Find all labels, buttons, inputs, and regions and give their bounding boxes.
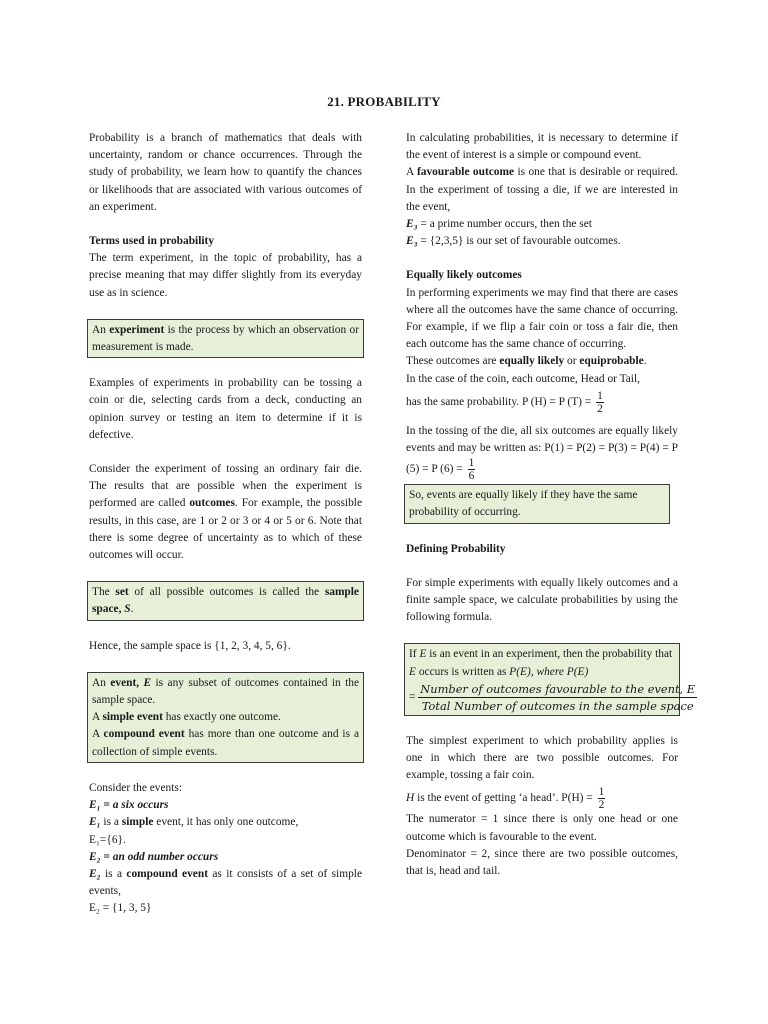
head-denominator: 2 (598, 799, 605, 812)
eq-terms-pre: These outcomes are (406, 355, 500, 368)
formula-e-symbol: E (419, 648, 427, 661)
left-column (89, 130, 362, 918)
sample-space-symbol: S (124, 603, 131, 616)
die-case (406, 423, 678, 482)
equally-likely-box-text: So, events are equally likely if they have the same probability of occurring. (409, 489, 638, 519)
e3-symbol: E₃ (406, 218, 418, 231)
sample-space-box (87, 581, 364, 620)
e2-set: E₂ = {1, 3, 5} (89, 902, 152, 915)
sample-space-term: sample space, (92, 586, 359, 616)
eq-terms-mid: or (564, 355, 580, 368)
e2-definition: E₂ = an odd number occurs (89, 850, 219, 863)
terms-heading: Terms used in probability (89, 235, 215, 248)
formula-fraction (418, 681, 697, 714)
event-line3-pre: A (92, 728, 104, 741)
fav-post: is one that is desirable or required. In the experiment of tossing a die, if we are interested in the event, (406, 166, 678, 213)
sixth-numerator: 1 (468, 457, 475, 470)
formula-denominator: Total Number of outcomes in the sample space (421, 698, 694, 713)
formula-line1-post: is an event in an experiment, then the probability that (426, 648, 673, 661)
terms-paragraph: The term experiment, in the topic of probability, has a precise meaning that may differ slightly from its everyday use as in science. (89, 252, 362, 299)
event-line2-pre: A (92, 711, 103, 724)
e3-definition (406, 216, 678, 233)
right-column (406, 130, 696, 880)
defining-paragraph: For simple experiments with equally likely outcomes and a finite sample space, we calculate probabilities by using the following formula. (406, 576, 678, 624)
e3-def-text: = a prime number occurs, then the set (417, 218, 592, 231)
e2-symbol: E₂ (89, 867, 101, 880)
equiprobable-term: equiprobable (579, 355, 644, 368)
e3-set-symbol: E₃ (406, 235, 418, 248)
equally-likely-term: equally likely (499, 355, 565, 368)
examples-paragraph: Examples of experiments in probability can be tossing a coin or die, selecting cards from a deck, conducting an opinion survey or testing an item to determine if it is defective. (89, 377, 362, 441)
formula-equals: = (409, 690, 416, 703)
event-line2-post: has exactly one outcome. (162, 711, 281, 724)
head-fraction (598, 786, 606, 811)
e3-set (406, 233, 678, 250)
sixth-denominator: 6 (468, 470, 475, 483)
experiment-box-pre: An (92, 323, 110, 336)
formula-pe: P(E) (509, 665, 531, 678)
numerator-paragraph: The numerator = 1 since there is only one head or one outcome which is favourable to the event. (406, 813, 678, 843)
calc-paragraph: In calculating probabilities, it is necessary to determine if the event of interest is a simple or compound event. (406, 132, 678, 162)
coin-prob-text: has the same probability. P (H) = P (T) = (406, 395, 595, 408)
sample-box-mid: of all possible outcomes is called the (128, 586, 325, 599)
simplest-paragraph: The simplest experiment to which probability applies is one in which there are two possible outcomes. For example, tossing a fair coin. (406, 734, 678, 782)
die-paragraph-post: . For example, the possible results, in this case, are 1 or 2 or 3 or 4 or 5 or 6. Note that there is some degree of uncertainty as to which of these outcomes will occur. (89, 497, 362, 562)
head-numerator: 1 (598, 786, 605, 799)
sample-box-post: . (130, 603, 134, 616)
hence-sample-space: Hence, the sample space is {1, 2, 3, 4, 5, 6}. (89, 639, 291, 652)
head-event (406, 786, 678, 811)
equally-likely-heading: Equally likely outcomes (406, 269, 522, 282)
e2-description (89, 866, 362, 900)
simple-term: simple (121, 816, 154, 829)
e1-desc-mid2: event, it has only one outcome, (153, 816, 299, 829)
coin-probability (406, 390, 678, 415)
e2-desc-mid1: is a (100, 867, 127, 880)
head-event-text: is the event of getting ‘a head’. P(H) = (414, 792, 596, 805)
defining-probability-heading: Defining Probability (406, 542, 506, 555)
sample-box-pre: The (92, 586, 116, 599)
event-line1-pre: An (92, 676, 111, 689)
half-fraction (596, 390, 604, 415)
eq-terms-post: . (643, 355, 647, 368)
half-denominator: 2 (597, 402, 603, 415)
favourable-paragraph (406, 164, 678, 216)
die-paragraph (89, 461, 362, 564)
e1-desc-mid1: is a (100, 816, 122, 829)
experiment-box-post: is the process by which an observation or measurement is made. (92, 323, 359, 354)
e2-desc-mid2: as it consists of a set of simple events, (89, 867, 362, 898)
outcomes-term: outcomes (189, 497, 235, 510)
compound-event-term: compound event (103, 728, 185, 741)
set-term: set (115, 586, 129, 599)
e3-set-text: = {2,3,5} is our set of favourable outcomes. (417, 235, 621, 248)
experiment-definition-box (87, 319, 364, 358)
experiment-term: experiment (109, 323, 165, 336)
fav-pre: A (406, 166, 417, 179)
event-symbol: E (143, 676, 152, 689)
equally-likely-box (404, 484, 670, 523)
event-line1-post: is any subset of outcomes contained in the sample space. (92, 676, 359, 707)
half-numerator: 1 (597, 389, 603, 402)
probability-formula-box (404, 643, 696, 715)
sixth-fraction (468, 457, 476, 482)
e1-set: E₁={6}. (89, 833, 126, 846)
formula-e-symbol-2: E (409, 665, 416, 678)
equally-likely-terms (406, 353, 678, 370)
formula-line2-post: , where P(E) (530, 665, 589, 678)
consider-events: Consider the events: (89, 781, 183, 794)
event-line3-post: has more than one outcome and is a collection of simple events. (92, 728, 360, 758)
e1-definition: E₁ = a six occurs (89, 799, 169, 812)
die-paragraph-pre: Consider the experiment of tossing an ordinary fair die. The results that are possible when the experiment is performed are called (89, 463, 362, 510)
formula-line1-pre: If (409, 648, 420, 661)
formula-numerator: Number of outcomes favourable to the event, E (420, 681, 696, 696)
head-symbol: H (406, 792, 415, 805)
e1-description (89, 814, 362, 831)
equally-likely-paragraph: In performing experiments we may find that there are cases where all the outcomes have the same chance of occurring. For example, if we flip a fair coin or toss a fair die, then each outcome has the same chance of occurring. (406, 286, 678, 351)
favourable-outcome-term: favourable outcome (417, 166, 515, 179)
denominator-paragraph: Denominator = 2, since there are two possible outcomes, that is, head and tail. (406, 847, 678, 878)
intro-paragraph: Probability is a branch of mathematics that deals with uncertainty, random or chance occurrences. Through the study of probability, we learn how to quantify the chances or likelihoods that are associated with various outcomes of an experiment. (89, 132, 362, 213)
coin-case: In the case of the coin, each outcome, Head or Tail, (406, 372, 640, 385)
event-definition-box (87, 672, 364, 763)
die-case-text: In the tossing of the die, all six outcomes are equally likely events and may be written as: P(1) = P(2) = P(3) = P(4) = P (5) = P (6) = (406, 424, 678, 476)
compound-event-term-2: compound event (126, 867, 208, 880)
page-title: 21. PROBABILITY (327, 94, 441, 109)
e1-symbol: E₁ (89, 816, 101, 829)
formula-line2-mid: occurs is written as (415, 665, 510, 678)
event-term: event, (110, 676, 144, 689)
simple-event-term: simple event (102, 711, 163, 724)
